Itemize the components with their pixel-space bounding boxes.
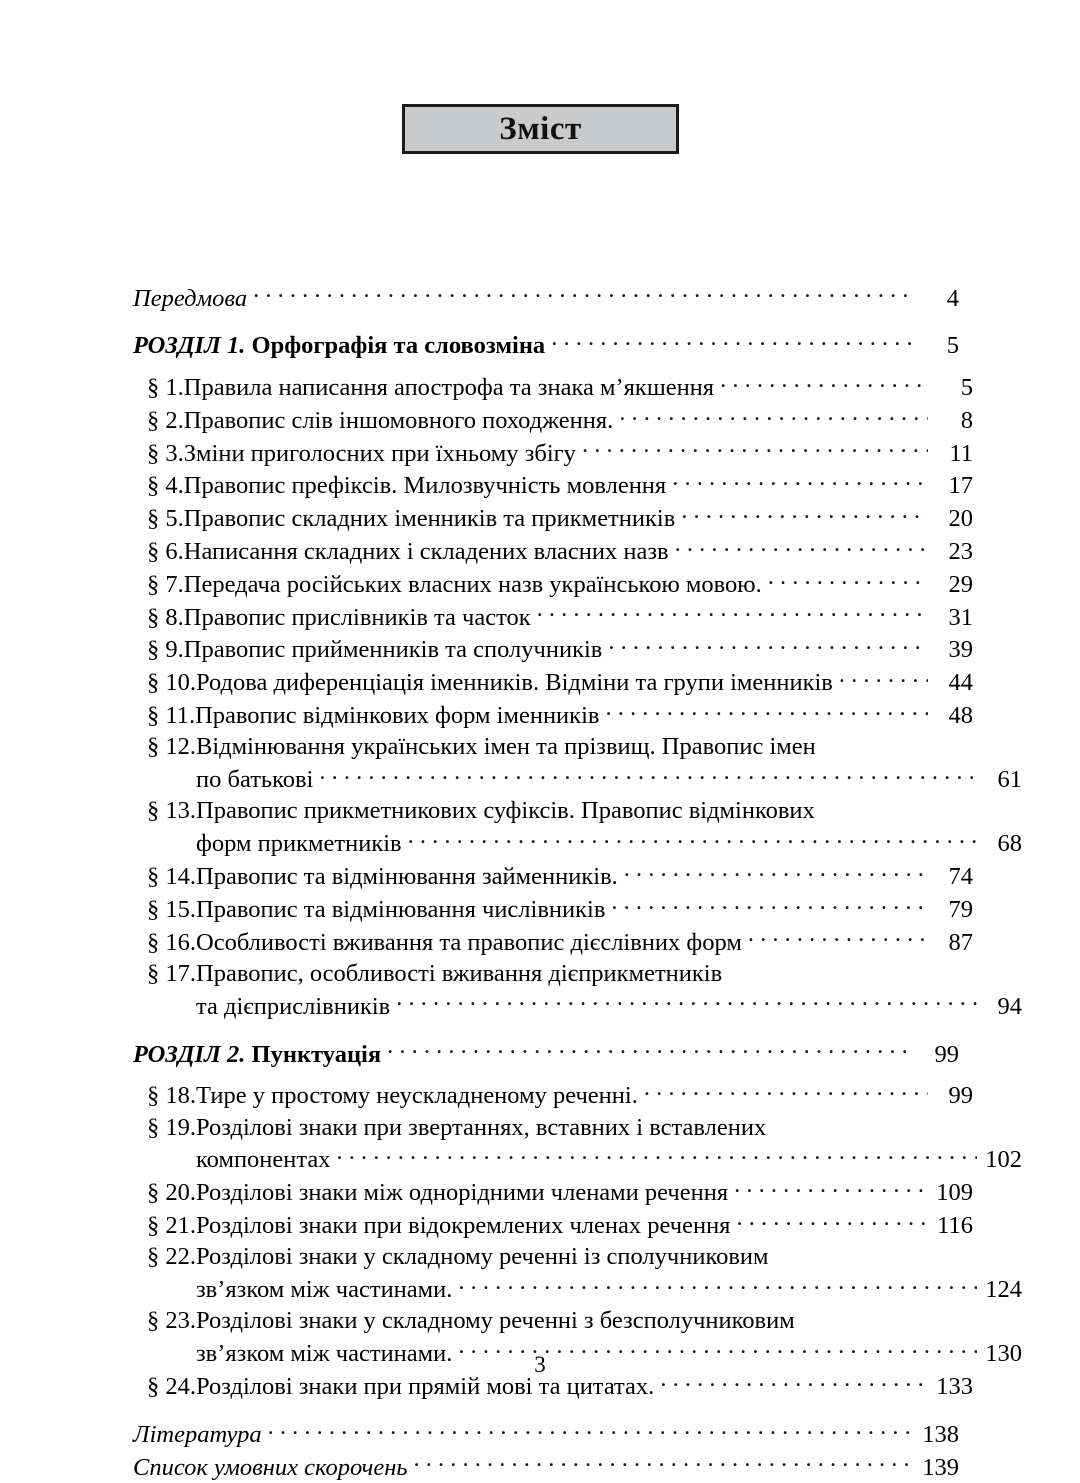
toc-entry[interactable] xyxy=(133,1241,973,1272)
entry-page-number: 4 xyxy=(946,284,959,312)
dot-leader xyxy=(387,1037,914,1062)
entry-page-number: 99 xyxy=(948,1082,973,1110)
entry-label xyxy=(147,1112,766,1143)
entry-section-mark: § 14. xyxy=(147,863,196,891)
entry-section-title: Відмінювання українських імен та прізвищ. Правопис імен xyxy=(196,733,816,761)
entry-page-number: 20 xyxy=(948,505,973,533)
entry-page-number: 99 xyxy=(934,1040,959,1068)
entry-label xyxy=(147,1305,795,1336)
entry-section-title: Розділові знаки при звертаннях, вставних і вставлених xyxy=(196,1113,767,1141)
entry-page-number: 17 xyxy=(948,472,973,500)
entry-label xyxy=(147,700,599,731)
entry-label: Передмова xyxy=(133,284,248,312)
entry-section-title: Правопис прийменників та сполучників xyxy=(183,636,603,664)
entry-label xyxy=(147,405,613,436)
entry-label xyxy=(147,372,714,403)
toc-entry[interactable] xyxy=(133,502,973,535)
section-spacer xyxy=(133,1402,959,1417)
entry-section-mark: § 13. xyxy=(147,797,196,825)
entry-section-mark: § 24. xyxy=(147,1373,196,1400)
entry-continuation-text: зв’язком між частинами. xyxy=(196,1340,453,1368)
toc-entry[interactable] xyxy=(133,1176,973,1209)
entry-label xyxy=(147,731,816,762)
entry-label xyxy=(147,470,666,501)
dot-leader xyxy=(644,1079,928,1104)
toc-entry[interactable] xyxy=(133,925,973,958)
toc-entry[interactable] xyxy=(133,371,973,404)
toc-entry[interactable] xyxy=(133,403,973,436)
entry-section-mark: § 23. xyxy=(147,1307,196,1335)
dot-leader xyxy=(720,371,928,396)
entry-section-title: Правила написання апострофа та знака м’якшення xyxy=(183,374,715,402)
dot-leader xyxy=(582,436,928,461)
entry-label xyxy=(147,602,531,633)
dot-leader xyxy=(605,699,928,724)
entry-section-mark: § 8. xyxy=(147,603,184,631)
dot-leader xyxy=(611,892,928,917)
entry-section-title: Правопис прикметникових суфіксів. Правопис відмінкових xyxy=(196,797,815,825)
entry-section-title: Розділові знаки між однорідними членами речення xyxy=(196,1179,729,1207)
entry-label xyxy=(147,503,675,534)
toc-entry[interactable] xyxy=(133,1450,959,1483)
entry-section-mark: § 11. xyxy=(147,702,196,730)
entry-label: Література xyxy=(133,1420,262,1448)
dot-leader xyxy=(253,281,914,306)
toc-entry[interactable] xyxy=(133,892,973,925)
dot-leader xyxy=(839,666,928,691)
entry-section-mark: § 1. xyxy=(147,374,184,402)
entry-page-number: 48 xyxy=(948,702,973,730)
entry-page-number: 138 xyxy=(922,1420,959,1448)
entry-section-mark: § 10. xyxy=(147,669,196,697)
entry-page-number: 102 xyxy=(985,1146,1022,1174)
entry-page-number: 61 xyxy=(997,766,1022,794)
dot-leader xyxy=(681,502,928,527)
toc-entry[interactable] xyxy=(133,535,973,568)
page-title-box xyxy=(402,104,679,154)
entry-section-title: Тире у простому неускладненому реченні. xyxy=(196,1082,638,1110)
entry-page-number: 23 xyxy=(948,538,973,566)
dot-leader xyxy=(551,329,914,354)
toc-entry-continuation[interactable] xyxy=(133,989,1022,1022)
entry-section-title: Розділові знаки при прямій мові та цитатах. xyxy=(196,1373,655,1400)
toc-entry[interactable] xyxy=(133,600,973,633)
entry-continuation-text: зв’язком між частинами. xyxy=(196,1276,453,1304)
entry-page-number: 31 xyxy=(948,603,973,631)
page-folio: 3 xyxy=(534,1352,546,1377)
entry-section-mark: § 9. xyxy=(147,636,184,664)
entry-page-number: 5 xyxy=(946,332,959,360)
entry-page-number: 74 xyxy=(948,863,973,891)
entry-page-number: 124 xyxy=(985,1276,1022,1304)
entry-section-title: Розділові знаки при відокремлених членах речення xyxy=(196,1212,731,1240)
entry-label xyxy=(133,330,545,361)
dot-leader xyxy=(619,403,928,428)
entry-section-mark: § 12. xyxy=(147,733,196,761)
toc-entry[interactable] xyxy=(133,567,973,600)
toc-entry[interactable] xyxy=(133,1079,973,1112)
entry-section-mark: § 2. xyxy=(147,406,184,434)
entry-section-title: Правопис, особливості вживання дієприкметників xyxy=(196,959,723,987)
toc-entry-continuation[interactable] xyxy=(133,827,1022,860)
entry-section-mark: § 20. xyxy=(147,1179,196,1207)
entry-section-mark: § 21. xyxy=(147,1212,196,1240)
entry-section-title: Правопис та відмінювання числівників xyxy=(196,895,606,923)
dot-leader xyxy=(396,989,977,1014)
toc-entry[interactable] xyxy=(133,1037,959,1070)
dot-leader xyxy=(675,535,928,560)
dot-leader xyxy=(414,1450,914,1475)
entry-page-number: 109 xyxy=(936,1179,973,1207)
entry-section-mark: § 16. xyxy=(147,928,196,956)
entry-section-title: Правопис слів іншомовного походження. xyxy=(183,406,614,434)
dot-leader xyxy=(672,469,928,494)
toc-entry[interactable] xyxy=(133,633,973,666)
entry-continuation-text: по батькові xyxy=(196,766,314,794)
toc-entry[interactable] xyxy=(133,469,973,502)
toc-entry[interactable] xyxy=(133,699,973,732)
entry-section-title: Правопис складних іменників та прикметників xyxy=(183,505,676,533)
entry-label xyxy=(147,795,815,826)
dot-leader xyxy=(748,925,928,950)
toc-entry[interactable] xyxy=(133,1305,973,1336)
toc-entry[interactable] xyxy=(133,1417,959,1450)
toc-entry-continuation[interactable] xyxy=(133,1143,1022,1176)
dot-leader xyxy=(608,633,928,658)
entry-label xyxy=(147,927,742,958)
entry-section-mark: § 4. xyxy=(147,472,184,500)
entry-section-title: Особливості вживання та правопис дієслівних форм xyxy=(196,928,742,956)
entry-page-number: 133 xyxy=(936,1373,973,1400)
dot-leader xyxy=(768,567,928,592)
entry-label xyxy=(147,1177,728,1208)
toc-entry[interactable] xyxy=(133,795,973,826)
entry-section-title: Родова диференціація іменників. Відміни та групи іменників xyxy=(196,669,833,697)
entry-continuation-text: форм прикметників xyxy=(196,830,402,858)
entry-section-title: Правопис прислівників та часток xyxy=(183,603,531,631)
toc-entry[interactable] xyxy=(133,436,973,469)
entry-label xyxy=(147,1241,769,1272)
toc-entry[interactable] xyxy=(133,860,973,893)
entry-label xyxy=(133,1039,381,1070)
dot-leader xyxy=(624,860,928,885)
entry-part-number: РОЗДІЛ 2. xyxy=(133,1040,252,1068)
entry-label xyxy=(147,861,618,892)
entry-section-title: Розділові знаки у складному реченні із сполучниковим xyxy=(196,1243,769,1271)
page-title: Зміст xyxy=(499,110,582,147)
toc-entry[interactable] xyxy=(133,666,973,699)
entry-page-number: 79 xyxy=(948,895,973,923)
entry-label xyxy=(147,667,833,698)
entry-label xyxy=(147,438,576,469)
entry-page-number: 68 xyxy=(997,830,1022,858)
entry-page-number: 39 xyxy=(948,636,973,664)
entry-page-number: 116 xyxy=(937,1212,973,1240)
entry-page-number: 130 xyxy=(985,1340,1022,1368)
dot-leader xyxy=(458,1273,977,1298)
entry-section-mark: § 7. xyxy=(147,570,184,598)
dot-leader xyxy=(337,1143,977,1168)
section-spacer xyxy=(133,1070,959,1079)
toc-entry[interactable] xyxy=(133,281,959,314)
entry-label xyxy=(147,569,762,600)
dot-leader xyxy=(408,827,977,852)
entry-label xyxy=(147,1080,638,1111)
dot-leader xyxy=(268,1417,914,1442)
entry-page-number: 5 xyxy=(960,374,973,402)
entry-section-mark: § 5. xyxy=(147,505,184,533)
entry-label xyxy=(147,894,605,925)
entry-section-mark: § 15. xyxy=(147,895,196,923)
toc-entry[interactable] xyxy=(133,958,973,989)
entry-continuation-text: та дієприслівників xyxy=(196,992,391,1020)
entry-section-mark: § 3. xyxy=(147,439,184,467)
entry-page-number: 29 xyxy=(948,570,973,598)
entry-section-title: Написання складних і складених власних назв xyxy=(183,538,669,566)
entry-section-mark: § 6. xyxy=(147,538,184,566)
entry-continuation-text: компонентах xyxy=(196,1146,331,1174)
entry-section-title: Передача російських власних назв українською мовою. xyxy=(183,570,762,598)
section-spacer xyxy=(133,1022,959,1037)
toc-entry-continuation[interactable] xyxy=(133,1273,1022,1306)
toc-entry[interactable] xyxy=(133,1209,973,1242)
toc-entry[interactable] xyxy=(133,329,959,362)
toc-entry[interactable] xyxy=(133,731,973,762)
entry-page-number: 44 xyxy=(948,669,973,697)
entry-label xyxy=(147,958,722,989)
entry-page-number: 8 xyxy=(960,406,973,434)
entry-part-title: Орфографія та словозміна xyxy=(251,332,546,360)
entry-section-title: Розділові знаки у складному реченні з безсполучниковим xyxy=(196,1307,795,1335)
entry-part-title: Пунктуація xyxy=(251,1040,382,1068)
dot-leader xyxy=(319,763,977,788)
entry-page-number: 11 xyxy=(949,439,973,467)
entry-section-title: Правопис та відмінювання займенників. xyxy=(196,863,618,891)
entry-page-number: 87 xyxy=(948,928,973,956)
entry-section-mark: § 17. xyxy=(147,959,196,987)
entry-section-mark: § 19. xyxy=(147,1113,196,1141)
entry-part-number: РОЗДІЛ 1. xyxy=(133,332,252,360)
table-of-contents xyxy=(133,281,1022,1483)
entry-page-number: 94 xyxy=(997,992,1022,1020)
entry-section-mark: § 18. xyxy=(147,1082,196,1110)
entry-label xyxy=(147,536,669,567)
entry-page-number: 139 xyxy=(922,1453,959,1481)
entry-section-title: Правопис префіксів. Милозвучність мовлення xyxy=(183,472,667,500)
entry-label xyxy=(147,1210,730,1241)
section-spacer xyxy=(133,362,959,371)
entry-label: Список умовних скорочень xyxy=(133,1453,408,1481)
entry-section-title: Зміни приголосних при їхньому збігу xyxy=(183,439,576,467)
section-spacer xyxy=(133,314,959,329)
toc-entry-continuation[interactable] xyxy=(133,763,1022,796)
entry-section-mark: § 22. xyxy=(147,1243,196,1271)
dot-leader xyxy=(736,1209,928,1234)
dot-leader xyxy=(537,600,928,625)
entry-label xyxy=(147,634,602,665)
toc-entry[interactable] xyxy=(133,1112,973,1143)
dot-leader xyxy=(734,1176,928,1201)
entry-section-title: Правопис відмінкових форм іменників xyxy=(195,702,600,730)
